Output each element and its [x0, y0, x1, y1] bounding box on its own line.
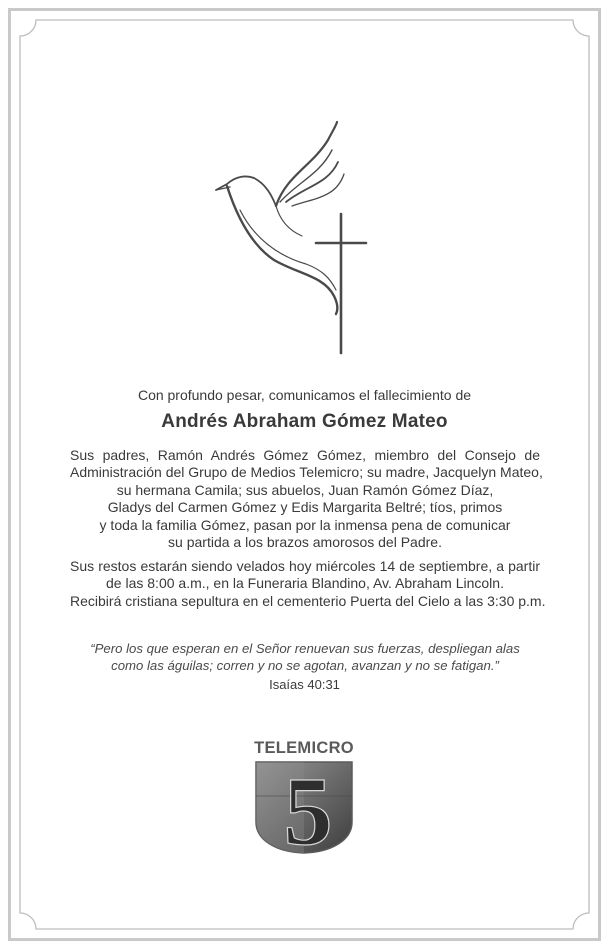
service-paragraph [70, 558, 546, 610]
deceased-name: Andrés Abraham Gómez Mateo [161, 411, 448, 432]
paragraph-line: Sus restos estarán siendo velados hoy miércoles 14 de septiembre, a partir [70, 558, 540, 574]
paragraph-line: su partida a los brazos amorosos del Padre. [168, 534, 442, 551]
paragraph-line: y toda la familia Gómez, pasan por la inmensa pena de comunicar [99, 516, 511, 533]
telemicro-5-logo [248, 736, 360, 856]
logo-channel-number: 5 [283, 758, 333, 856]
paragraph-line: de las 8:00 a.m., en la Funeraria Blandino, Av. Abraham Lincoln. [106, 575, 504, 592]
bible-quote [60, 640, 550, 674]
paragraph-line: su hermana Camila; sus abuelos, Juan Ramón Gómez Díaz, [116, 481, 494, 498]
intro-line: Con profundo pesar, comunicamos el fallecimiento de [137, 387, 472, 403]
paragraph-line: Sus padres, Ramón Andrés Gómez Gómez, miembro del Consejo de [70, 447, 540, 463]
logo-brand-text: TELEMICRO [254, 739, 354, 757]
dove-with-cross-icon [210, 118, 380, 358]
quote-reference-container [0, 677, 609, 692]
paragraph-line: Administración del Grupo de Medios Telemicro; su madre, Jacquelyn Mateo, [70, 464, 543, 481]
quote-line: como las águilas; corren y no se agotan, avanzan y no se fatigan.” [111, 658, 499, 673]
quote-line: “Pero los que esperan en el Señor renuevan sus fuerzas, despliegan alas [90, 641, 520, 656]
family-paragraph [70, 447, 543, 551]
paragraph-line: Recibirá cristiana sepultura en el cementerio Puerta del Cielo a las 3:30 p.m. [70, 592, 546, 609]
paragraph-line: Gladys del Carmen Gómez y Edis Margarita Beltré; tíos, primos [107, 499, 503, 516]
quote-reference: Isaías 40:31 [269, 677, 340, 692]
